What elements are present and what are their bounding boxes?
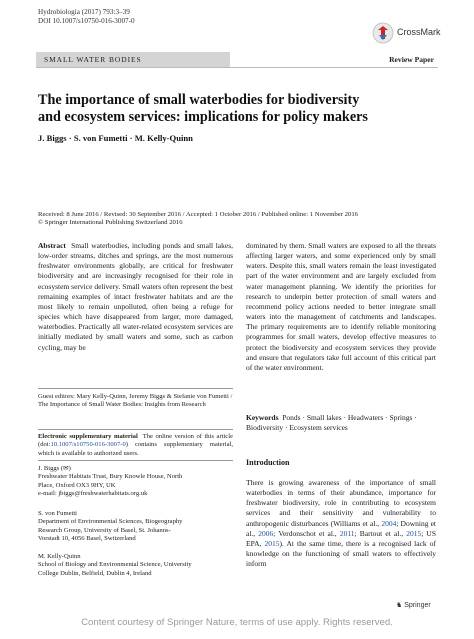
crossmark-badge[interactable] <box>372 22 442 46</box>
springer-horse-icon: ♞ <box>396 602 403 609</box>
article-type: Review Paper <box>389 55 434 64</box>
citation-link[interactable]: 2004 <box>381 518 397 528</box>
article-title <box>38 92 438 126</box>
esm-text-before: The online version of this article (doi: <box>38 433 233 449</box>
right-column <box>246 241 436 373</box>
keywords-list: Ponds · Small lakes · Headwaters · Springs · Biodiversity · Ecosystem services <box>246 413 417 433</box>
citation-link[interactable]: 2006 <box>258 528 274 538</box>
affiliation-line: Department of Environmental Sciences, Biogeography <box>38 518 183 526</box>
guest-editors-note: Guest editors: Mary Kelly-Quinn, Jeremy Biggs & Stefanie von Fumetti / The Importance of Small Water Bodies: Insights from Research <box>38 393 233 409</box>
introduction-paragraph <box>246 478 436 569</box>
affiliation-divider <box>38 460 233 461</box>
affiliation-line: Freshwater Habitats Trust, Bury Knowle House, North <box>38 473 183 481</box>
affiliation-name: M. Kelly-Quinn <box>38 553 81 560</box>
affiliation-kelly-quinn <box>38 553 238 578</box>
section-label: SMALL WATER BODIES <box>44 55 142 64</box>
affiliation-line: Research Group, University of Basel, St. Johanns- <box>38 526 171 534</box>
title-line-1: The importance of small waterbodies for biodiversity <box>38 92 360 108</box>
intro-text: There is growing awareness of the importance of small waterbodies in terms of their abundance, importance for freshwater biodiversity, role in contributing to ecosystem services and their sensitivity and vulnerability to anthropogenic disturbances (Williams et al., <box>246 478 436 528</box>
esm-text-after: ) contains supplementary material, which is available to authorized users. <box>38 441 233 457</box>
esm-note <box>38 433 233 458</box>
affiliation-line: Place, Oxford OX3 9HY, UK <box>38 481 116 489</box>
publication-dates <box>38 211 438 228</box>
affiliation-biggs <box>38 465 238 499</box>
publisher-name: Springer <box>404 602 431 609</box>
publisher-logo <box>396 601 431 609</box>
journal-citation <box>38 8 135 26</box>
abstract-text: Small waterbodies, including ponds and small lakes, low-order streams, ditches and springs, are the most numerous freshwater environments globally, are critical for freshwater biodiversity and are increasingly recognised for their role in ecosystem service delivery. Small waters often represent the best remaining examples of intact freshwater habitats and are the most likely to remain unpolluted, often being a refuge for species which have disappeared from larger, more damaged, waterbodies. Practically all water-related ecosystem services are initially mediated by small waters and some, such as carbon cycling, may be <box>38 241 233 352</box>
intro-text: ; Bartout et al., <box>354 528 407 538</box>
intro-text: ). At the same time, there is a recognised lack of knowledge on the functioning of small waters to effectively inform <box>246 538 436 569</box>
intro-text: ; US EPA, <box>246 528 436 548</box>
affiliation-line: Vorstadt 10, 4056 Basel, Switzerland <box>38 535 136 543</box>
intro-text: ; Downing et al., <box>246 518 436 538</box>
affiliation-von-fumetti <box>38 510 238 544</box>
header-divider <box>36 67 438 68</box>
esm-divider <box>38 429 233 430</box>
affiliation-name: S. von Fumetti <box>38 510 78 517</box>
author-email[interactable]: e-mail: jbiggs@freshwaterhabitats.org.uk <box>38 490 148 498</box>
journal-volume: Hydrobiologia (2017) 793:3–39 <box>38 8 130 16</box>
intro-text: ; Verdonschot et al., <box>273 528 340 538</box>
affiliation-name: J. Biggs (✉) <box>38 465 71 472</box>
title-line-2: and ecosystem services: implications for policy makers <box>38 109 368 125</box>
esm-doi-link[interactable]: 10.1007/s10750-016-3007-0 <box>50 441 126 449</box>
introduction-heading: Introduction <box>246 458 290 467</box>
affiliation-line: School of Biology and Environmental Science, University <box>38 561 192 569</box>
abstract-continuation: dominated by them. Small waters are exposed to all the threats affecting larger waters, and some experienced only by small waters. Despite this, small waters remain the least investigated part of the water environment and are largely excluded from water management planning. We identify the priorities for research to underpin better protection of small waters and recommend policy actions needed to better integrate small waters into the management of catchments and landscapes. The primary requirements are to identify reliable monitoring programmes for small waters, develop effective measures to protect the biodiversity and ecosystem services they provide and ensure that regulators take full account of this critical part of the water environment. <box>246 241 436 372</box>
esm-heading: Electronic supplementary material <box>38 433 138 440</box>
journal-doi: DOI 10.1007/s10750-016-3007-0 <box>38 17 135 25</box>
courtesy-footer: Content courtesy of Springer Nature, terms of use apply. Rights reserved. <box>81 617 393 628</box>
abstract-paragraph <box>38 241 233 353</box>
citation-link[interactable]: 2015 <box>264 538 280 548</box>
affiliation-line: College Dublin, Belfield, Dublin 4, Ireland <box>38 569 152 577</box>
keywords <box>246 413 436 433</box>
crossmark-label: CrossMark <box>397 27 441 37</box>
author-list: J. Biggs · S. von Fumetti · M. Kelly-Quinn <box>38 133 193 143</box>
keywords-heading: Keywords <box>246 413 279 422</box>
copyright-line: © Springer International Publishing Switzerland 2016 <box>38 219 183 227</box>
notes-divider <box>38 388 233 389</box>
abstract-heading: Abstract <box>38 241 66 250</box>
citation-link[interactable]: 2015 <box>406 528 422 538</box>
crossmark-icon <box>372 22 394 44</box>
left-column <box>38 241 233 353</box>
citation-link[interactable]: 2011 <box>339 528 355 538</box>
dates-line: Received: 8 June 2016 / Revised: 30 September 2016 / Accepted: 1 October 2016 / Published online: 1 November 2016 <box>38 211 359 218</box>
